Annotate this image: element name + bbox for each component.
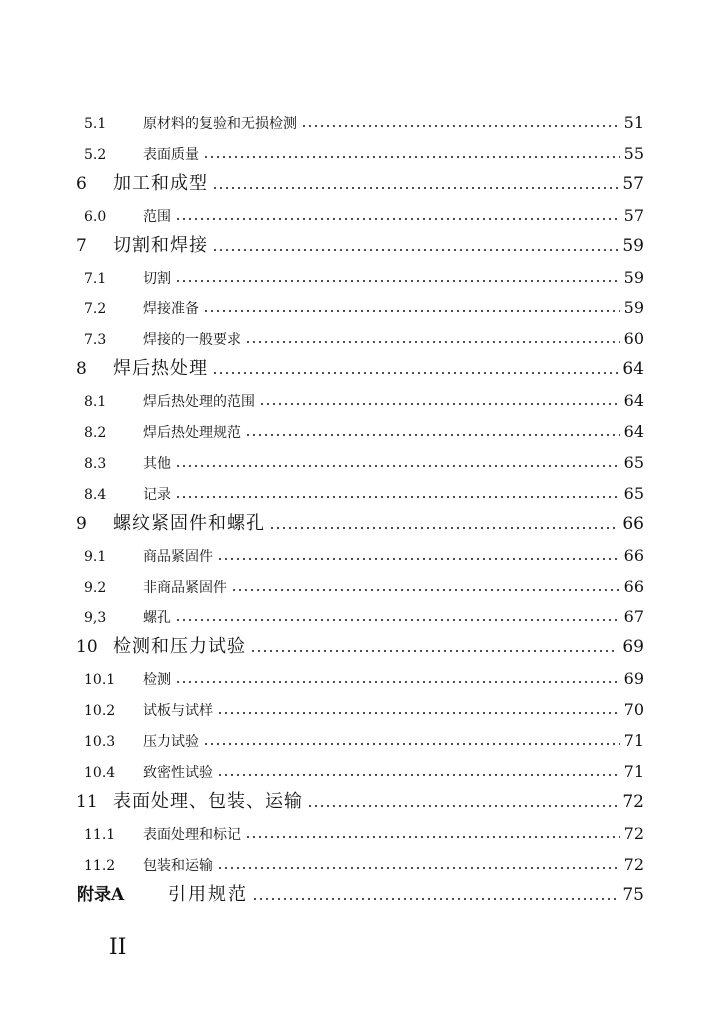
toc-title: 检测 <box>143 672 171 689</box>
toc-dot-leader <box>175 496 620 498</box>
toc-number: 6.0 <box>84 208 107 225</box>
toc-number: 9.1 <box>84 548 107 565</box>
toc-number: 9,3 <box>84 610 107 627</box>
toc-number: 9 <box>76 513 87 534</box>
toc-page-number: 59 <box>622 235 644 256</box>
toc-title: 商品紧固件 <box>143 548 213 565</box>
toc-number: 11.2 <box>84 857 116 874</box>
toc-page-number: 75 <box>622 884 644 905</box>
toc-section-row <box>0 414 701 444</box>
toc-number: 10.1 <box>84 672 116 689</box>
toc-title: 焊后热处理 <box>113 358 208 380</box>
toc-dot-leader <box>212 249 618 251</box>
toc-section-row <box>0 538 701 568</box>
toc-dot-leader <box>175 218 620 220</box>
toc-page-number: 66 <box>623 576 644 596</box>
toc-dot-leader <box>175 681 620 683</box>
toc-dot-leader <box>231 589 620 591</box>
toc-page-number: 72 <box>623 823 644 843</box>
toc-section-row <box>0 847 701 877</box>
toc-page-number: 70 <box>623 700 644 720</box>
toc-page-number: 66 <box>623 545 644 565</box>
toc-chapter-row <box>0 167 701 197</box>
toc-page-number: 59 <box>623 298 644 318</box>
toc-page-number: 66 <box>622 513 644 534</box>
toc-number: 7.1 <box>84 270 107 287</box>
toc-page-number: 64 <box>622 359 644 380</box>
toc-dot-leader <box>217 867 620 869</box>
toc-title: 范围 <box>143 208 171 225</box>
toc-section-row <box>0 569 701 599</box>
toc-page-number: 67 <box>623 607 644 627</box>
toc-title: 非商品紧固件 <box>143 579 227 596</box>
toc-number: 10.4 <box>84 764 116 781</box>
toc-chapter-row <box>0 785 701 815</box>
toc-title: 检测和压力试验 <box>113 636 246 658</box>
toc-title: 焊接准备 <box>143 301 199 318</box>
toc-page-number: 64 <box>623 422 644 441</box>
toc-section-row <box>0 321 701 351</box>
toc-section-row <box>0 445 701 475</box>
toc-dot-leader <box>212 372 618 374</box>
toc-number: 8.4 <box>84 486 107 503</box>
toc-section-row <box>0 692 701 722</box>
toc-dot-leader <box>245 836 620 838</box>
toc-number: 11.1 <box>84 826 116 843</box>
toc-title: 螺纹紧固件和螺孔 <box>113 512 265 534</box>
toc-title: 记录 <box>143 486 171 503</box>
toc-chapter-row <box>0 507 701 537</box>
toc-title: 焊后热处理规范 <box>143 425 241 441</box>
toc-title: 焊后热处理的范围 <box>143 394 255 411</box>
toc-dot-leader <box>203 156 620 158</box>
toc-number: 5.2 <box>84 146 107 163</box>
toc-chapter-row <box>0 352 701 382</box>
toc-section-row <box>0 754 701 784</box>
toc-number: 5.1 <box>84 116 107 132</box>
toc-section-row <box>0 136 701 166</box>
toc-page-number: 51 <box>623 113 644 132</box>
toc-section-row <box>0 661 701 691</box>
toc-section-row <box>0 383 701 413</box>
toc-section-row <box>0 816 701 846</box>
toc-page-number: 71 <box>623 731 644 750</box>
toc-dot-leader <box>203 310 620 312</box>
toc-dot-leader <box>245 434 620 436</box>
toc-page-number: 69 <box>623 669 644 689</box>
toc-title: 引用规范 <box>168 883 248 905</box>
toc-title: 螺孔 <box>143 610 171 627</box>
toc-chapter-row <box>0 630 701 660</box>
toc-title: 焊接的一般要求 <box>143 332 241 349</box>
toc-page-number: 57 <box>623 205 644 225</box>
toc-title: 其他 <box>143 455 171 472</box>
toc-title: 试板与试样 <box>143 703 213 720</box>
toc-page-number: 64 <box>623 391 644 411</box>
toc-dot-leader <box>307 805 618 807</box>
toc-number: 8.3 <box>84 455 107 472</box>
toc-dot-leader <box>217 712 620 714</box>
toc-number: 8.1 <box>84 394 107 411</box>
toc-title: 表面处理和标记 <box>143 826 241 843</box>
toc-page-number: 65 <box>623 452 644 472</box>
toc-section-row <box>0 476 701 506</box>
toc-dot-leader <box>203 743 620 745</box>
toc-number: 10.3 <box>84 734 116 750</box>
toc-section-row <box>0 723 701 753</box>
toc-title: 包装和运输 <box>143 857 213 874</box>
toc-dot-leader <box>217 774 620 776</box>
toc-number: 7 <box>76 235 87 256</box>
toc-title: 加工和成型 <box>113 172 208 194</box>
toc-dot-leader <box>217 558 620 560</box>
toc-dot-leader <box>245 341 620 343</box>
toc-section-row <box>0 260 701 290</box>
toc-title: 原材料的复验和无损检测 <box>143 116 297 132</box>
toc-dot-leader <box>212 187 618 189</box>
toc-page-number: 72 <box>622 791 644 812</box>
toc-number: 10.2 <box>84 703 116 720</box>
page-folio: II <box>109 935 127 960</box>
toc-page-number: 72 <box>623 854 644 874</box>
toc-chapter-row <box>0 229 701 259</box>
toc-page-number: 60 <box>623 329 644 349</box>
toc-number: 7.2 <box>84 301 107 318</box>
toc-dot-leader <box>301 125 620 127</box>
toc-dot-leader <box>175 280 620 282</box>
toc-number: 6 <box>76 173 87 194</box>
toc-title: 切割 <box>143 270 171 287</box>
toc-section-row <box>0 198 701 228</box>
toc-page-number: 71 <box>623 761 644 781</box>
toc-section-row <box>0 290 701 320</box>
toc-number: 11 <box>76 791 98 812</box>
toc-number: 7.3 <box>84 332 107 349</box>
toc-dot-leader <box>252 898 618 900</box>
toc-title: 表面处理、包装、运输 <box>113 790 303 812</box>
toc-number: 8.2 <box>84 425 107 441</box>
toc-dot-leader <box>259 403 620 405</box>
toc-page-number: 55 <box>623 143 644 163</box>
toc-title: 致密性试验 <box>143 764 213 781</box>
toc-dot-leader <box>175 619 620 621</box>
toc-page-number: 69 <box>622 637 644 658</box>
toc-title: 切割和焊接 <box>113 234 208 256</box>
toc-page-number: 57 <box>622 173 644 194</box>
toc-dot-leader <box>269 527 618 529</box>
toc-number: 8 <box>76 359 87 380</box>
toc-page-number: 65 <box>623 483 644 503</box>
toc-appendix-row <box>0 878 701 908</box>
toc-section-row <box>0 105 701 135</box>
toc-page-number: 59 <box>623 267 644 287</box>
toc-title: 压力试验 <box>143 734 199 750</box>
toc-number: 10 <box>76 637 98 658</box>
toc-title: 表面质量 <box>143 146 199 163</box>
toc-dot-leader <box>250 650 618 652</box>
toc-number: 附录A <box>77 884 125 905</box>
toc-number: 9.2 <box>84 579 107 596</box>
toc-dot-leader <box>175 465 620 467</box>
toc-section-row <box>0 599 701 629</box>
